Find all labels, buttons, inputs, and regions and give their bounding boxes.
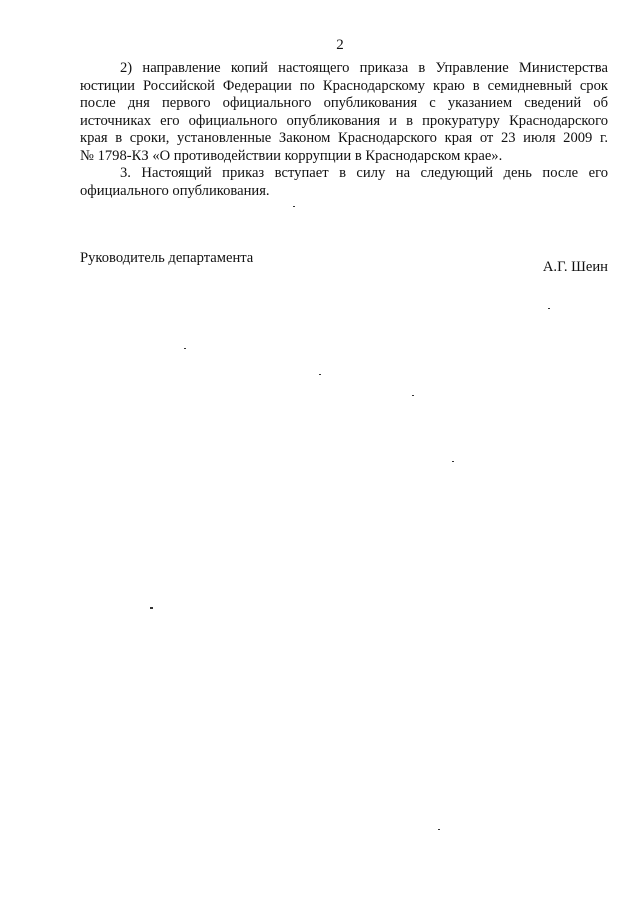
scan-speck xyxy=(412,395,414,396)
signatory-title: Руководитель департамента xyxy=(80,250,254,266)
scan-speck xyxy=(184,348,186,349)
paragraph-2-line: источниках его официального опубликования и в прокуратуру Краснодарского xyxy=(80,112,608,129)
scan-speck xyxy=(438,829,440,830)
scan-speck xyxy=(293,206,295,207)
paragraph-3-line: 3. Настоящий приказ вступает в силу на следующий день после его xyxy=(120,165,608,181)
scan-speck xyxy=(150,607,153,609)
signatory-name: А.Г. Шеин xyxy=(542,259,608,275)
scan-speck xyxy=(548,308,550,309)
paragraph-3-line: официального опубликования. xyxy=(80,182,270,199)
page-number: 2 xyxy=(336,37,344,53)
scan-speck xyxy=(452,461,454,462)
document-body xyxy=(80,60,608,200)
paragraph-2-line: после дня первого официального опубликования с указанием сведений об xyxy=(80,95,608,111)
paragraph-2-line: № 1798-КЗ «О противодействии коррупции в Краснодарском крае». xyxy=(80,147,503,164)
paragraph-2-line: юстиции Российской Федерации по Краснодарскому краю в семидневный срок xyxy=(80,77,608,94)
paragraph-2-line: 2) направление копий настоящего приказа в Управление Министерства xyxy=(120,60,608,76)
paragraph-2-line: края в сроки, установленные Законом Краснодарского края от 23 июля 2009 г. xyxy=(80,130,608,146)
scan-speck xyxy=(319,374,321,375)
